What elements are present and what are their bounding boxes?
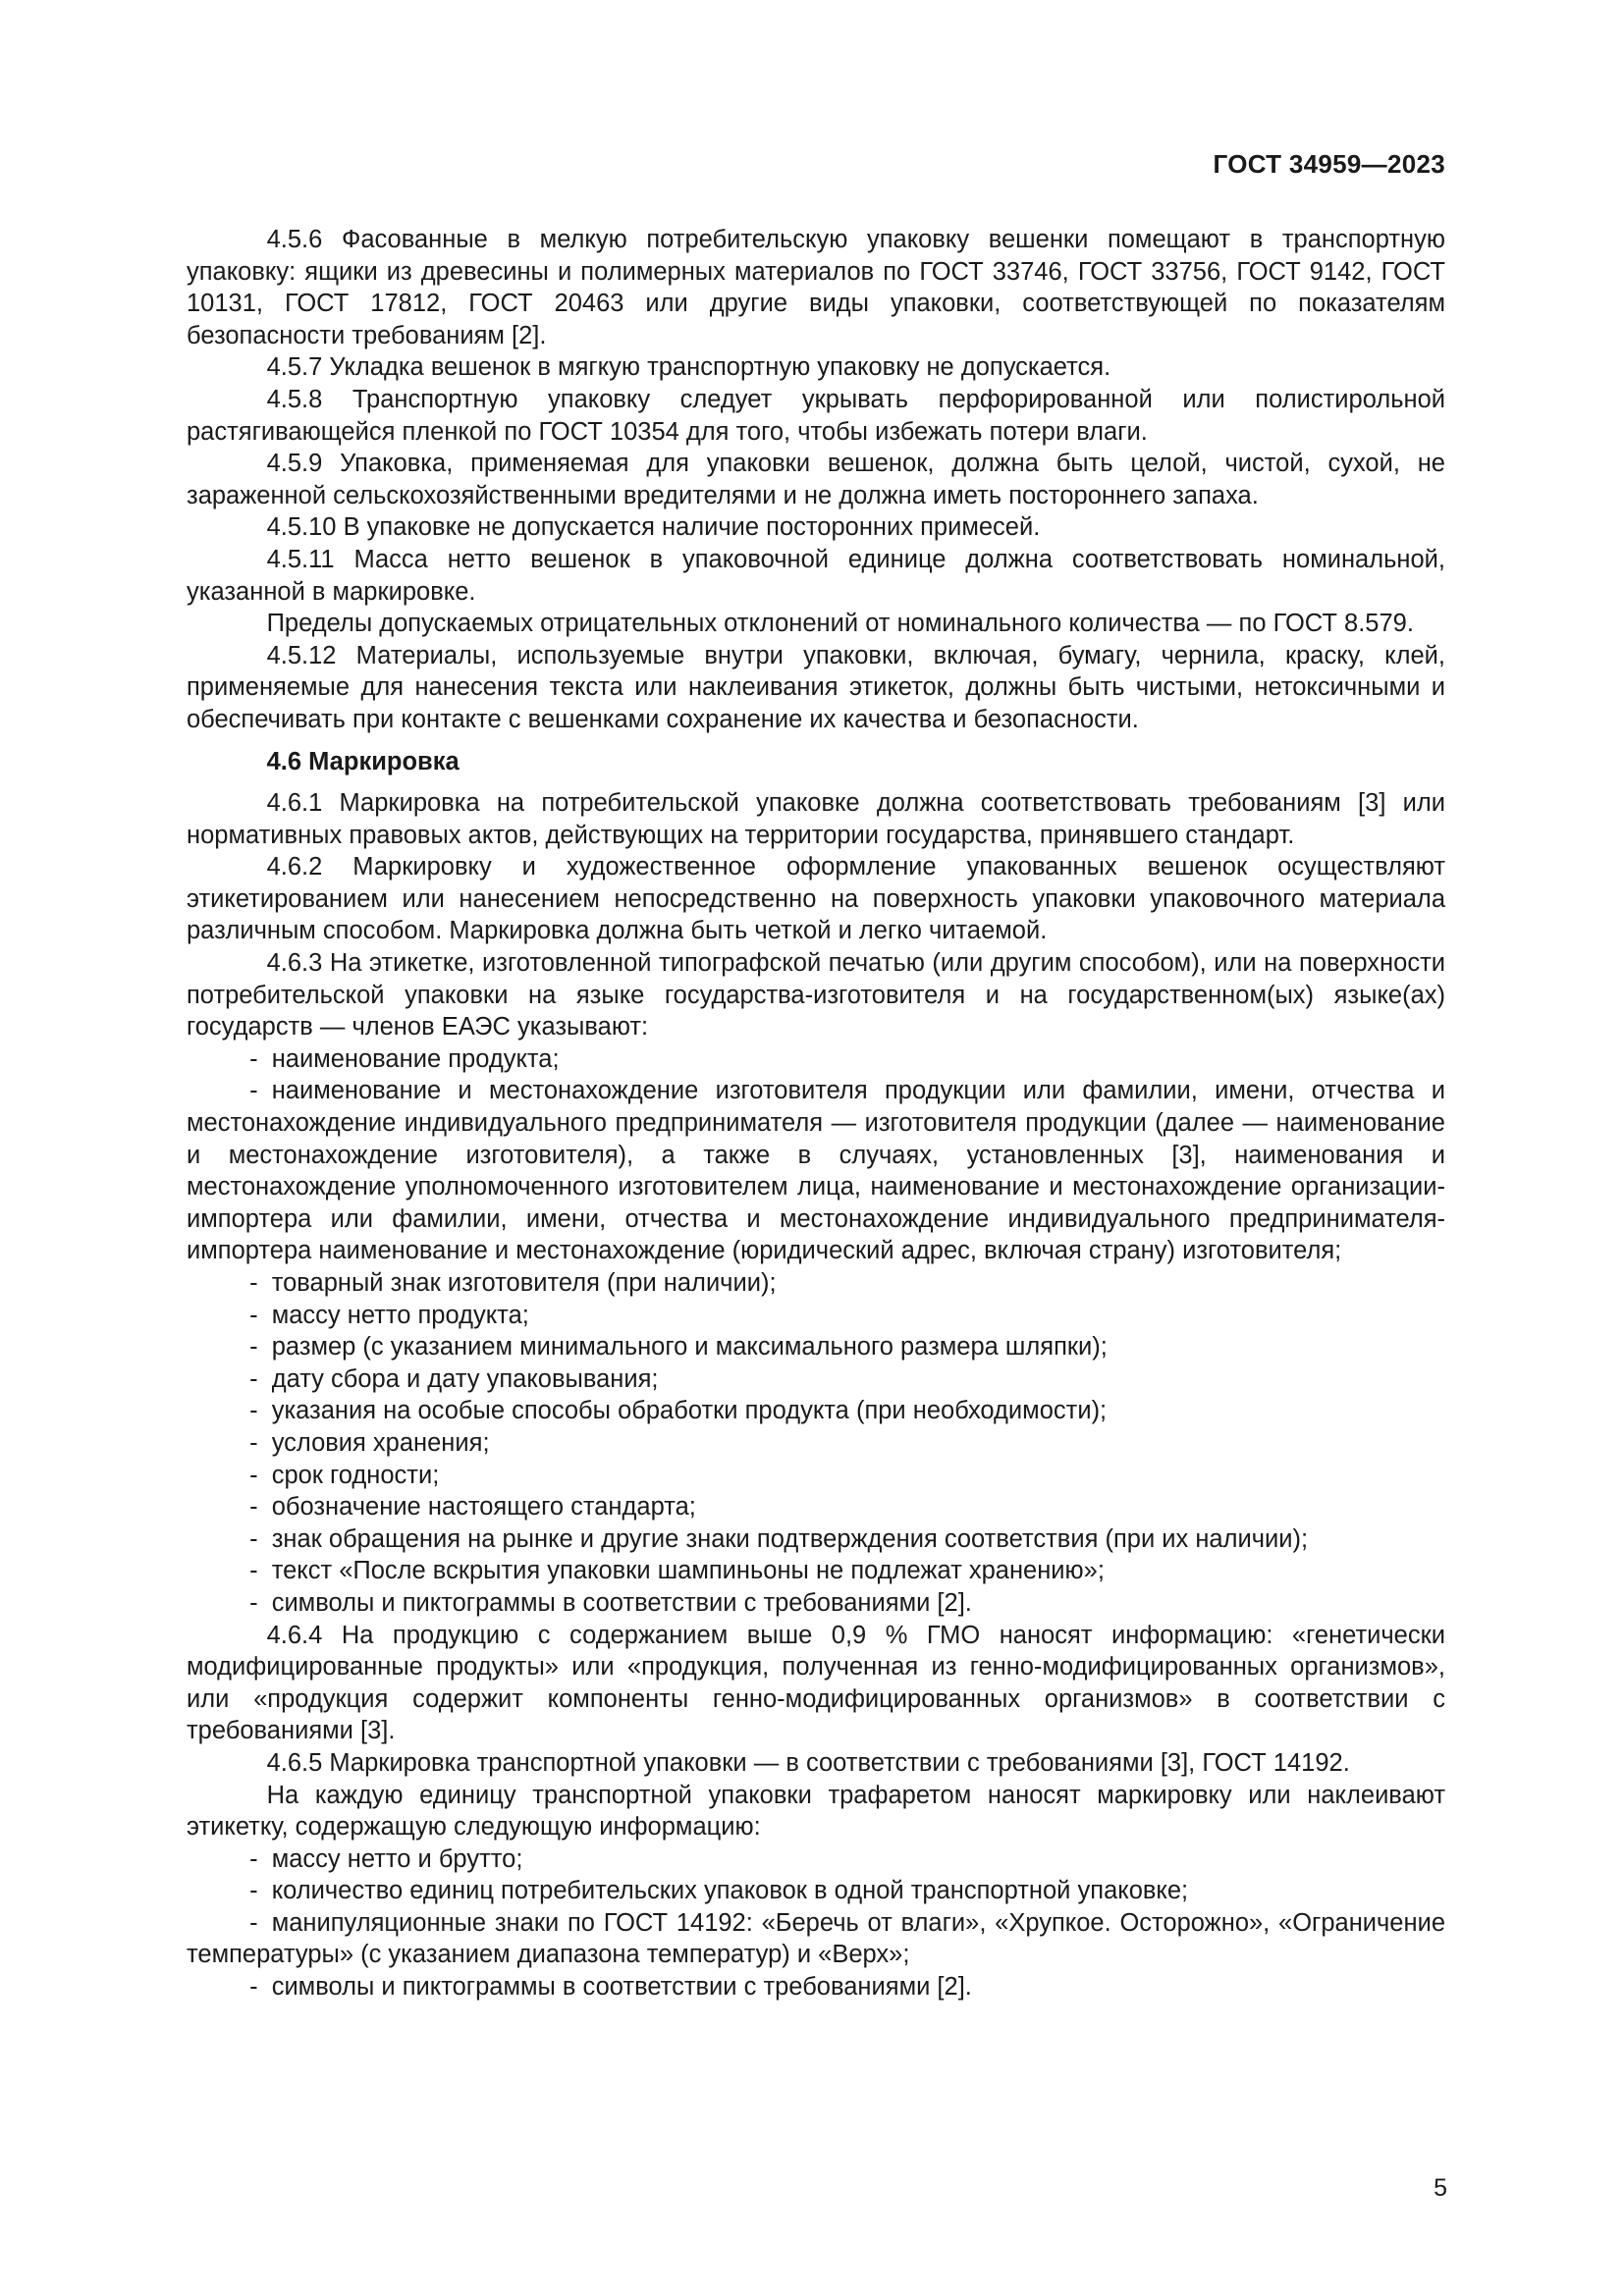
- list-item: - наименование продукта;: [187, 1043, 1445, 1076]
- list-item: - символы и пиктограммы в соответствии с требованиями [2].: [187, 1587, 1445, 1620]
- list-marker: -: [249, 1524, 258, 1553]
- document-body: [187, 224, 1445, 2003]
- list-marker: -: [249, 1844, 258, 1873]
- list-item: - массу нетто продукта;: [187, 1300, 1445, 1332]
- list-marker: -: [249, 1428, 258, 1457]
- list-marker: -: [249, 1973, 258, 2002]
- list-item: - срок годности;: [187, 1460, 1445, 1492]
- paragraph-tolerance: Пределы допускаемых отрицательных отклонений от номинального количества — по ГОСТ 8.579.: [266, 610, 1414, 638]
- paragraph-4-6-2: 4.6.2 Маркировку и художественное оформление упакованных вешенок осуществляют этикетированием или нанесением непосредственно на поверхность упаковки упаковочного материала различным способом. Маркировка должна быть четкой и легко читаемой.: [187, 853, 1445, 945]
- list-marker: -: [249, 1077, 258, 1105]
- list-marker: -: [249, 1461, 258, 1489]
- list-marker: -: [249, 1044, 258, 1073]
- list-marker: -: [249, 1557, 258, 1585]
- list-item: - указания на особые способы обработки продукта (при необходимости);: [187, 1395, 1445, 1427]
- list-marker: -: [249, 1588, 258, 1617]
- paragraph-4-5-10: 4.5.10 В упаковке не допускается наличие посторонних примесей.: [266, 513, 1041, 542]
- paragraph-4-5-7: 4.5.7 Укладка вешенок в мягкую транспортную упаковку не допускается.: [266, 353, 1111, 382]
- paragraph-4-5-12: 4.5.12 Материалы, используемые внутри упаковки, включая, бумагу, чернила, краску, клей, применяемые для нанесения текста или наклеивания этикеток, должны быть чистыми, нетоксичными и обеспечивать при контакте с вешенками сохранение их качества и безопасности.: [187, 641, 1445, 733]
- list-item: - размер (с указанием минимального и максимального размера шляпки);: [187, 1331, 1445, 1363]
- list-item: - манипуляционные знаки по ГОСТ 14192: «Беречь от влаги», «Хрупкое. Осторожно», «Ограничение температуры» (с указанием диапазона температур) и «Верх»;: [187, 1908, 1445, 1969]
- list-item: - товарный знак изготовителя (при наличии);: [187, 1267, 1445, 1300]
- list-marker: -: [249, 1364, 258, 1393]
- list-item: - массу нетто и брутто;: [187, 1843, 1445, 1876]
- list-item: - условия хранения;: [187, 1427, 1445, 1460]
- list-marker: -: [249, 1301, 258, 1329]
- list-marker: -: [249, 1269, 258, 1297]
- list-item: - текст «После вскрытия упаковки шампиньоны не подлежат хранению»;: [187, 1555, 1445, 1587]
- list-marker: -: [249, 1397, 258, 1425]
- list-item: - дату сбора и дату упаковывания;: [187, 1363, 1445, 1396]
- list-item: - обозначение настоящего стандарта;: [187, 1491, 1445, 1523]
- paragraph-4-5-8: 4.5.8 Транспортную упаковку следует укрывать перфорированной или полистирольной растягивающейся пленкой по ГОСТ 10354 для того, чтобы избежать потери влаги.: [187, 385, 1445, 446]
- list-item: - знак обращения на рынке и другие знаки подтверждения соответствия (при их наличии);: [187, 1523, 1445, 1556]
- document-code: ГОСТ 34959—2023: [1213, 149, 1445, 179]
- list-marker: -: [249, 1877, 258, 1905]
- paragraph-4-6-5: 4.6.5 Маркировка транспортной упаковки — в соответствии с требованиями [3], ГОСТ 14192.: [266, 1748, 1350, 1777]
- section-title-marking: 4.6 Маркировка: [266, 747, 460, 775]
- list-item: - наименование и местонахождение изготовителя продукции или фамилии, имени, отчества и местонахождение индивидуального предпринимателя — изготовителя продукции (далее — наименование и местонахождение изготовителя), а также в случаях, установленных [3], наименования и местонахождение уполномоченного изготовителем лица, наименование и местонахождение организации-импортера или фамилии, имени, отчества и местонахождение индивидуального предпринимателя-импортера наименование и местонахождение (юридический адрес, включая страну) изготовителя;: [187, 1077, 1445, 1265]
- list-marker: -: [249, 1908, 258, 1937]
- paragraph-4-5-9: 4.5.9 Упаковка, применяемая для упаковки вешенок, должна быть целой, чистой, сухой, не зараженной сельскохозяйственными вредителями и не должна иметь постороннего запаха.: [187, 450, 1445, 509]
- list-item: - символы и пиктограммы в соответствии с требованиями [2].: [187, 1971, 1445, 2003]
- list-item: - количество единиц потребительских упаковок в одной транспортной упаковке;: [187, 1875, 1445, 1907]
- paragraph-transport-marking: На каждую единицу транспортной упаковки трафаретом наносят маркировку или наклеивают этикетку, содержащую следующую информацию:: [187, 1781, 1445, 1842]
- paragraph-4-6-4: 4.6.4 На продукцию с содержанием выше 0,9 % ГМО наносят информацию: «генетически модифицированные продукты» или «продукция, полученная из генно-модифицированных организмов», или «продукция содержит компоненты генно-модифицированных организмов» в соответствии с требованиями [3].: [187, 1621, 1445, 1745]
- list-marker: -: [249, 1493, 258, 1522]
- paragraph-4-5-11: 4.5.11 Масса нетто вешенок в упаковочной единице должна соответствовать номинальной, указанной в маркировке.: [187, 545, 1445, 606]
- list-marker: -: [249, 1333, 258, 1362]
- paragraph-4-6-1: 4.6.1 Маркировка на потребительской упаковке должна соответствовать требованиям [3] или нормативных правовых актов, действующих на территории государства, принявшего стандарт.: [187, 789, 1445, 849]
- paragraph-4-6-3: 4.6.3 На этикетке, изготовленной типографской печатью (или другим способом), или на поверхности потребительской упаковки на языке государства-изготовителя и на государственном(ых) языке(ах) государств — членов ЕАЭС указывают:: [187, 949, 1445, 1041]
- paragraph-4-5-6: 4.5.6 Фасованные в мелкую потребительскую упаковку вешенки помещают в транспортную упаковку: ящики из древесины и полимерных материалов по ГОСТ 33746, ГОСТ 33756, ГОСТ 9142, ГОСТ 10131, ГОСТ 17812, ГОСТ 20463 или другие виды упаковки, соответствующей по показателям безопасности требованиям [2].: [187, 226, 1445, 349]
- page-number: 5: [1434, 2174, 1447, 2202]
